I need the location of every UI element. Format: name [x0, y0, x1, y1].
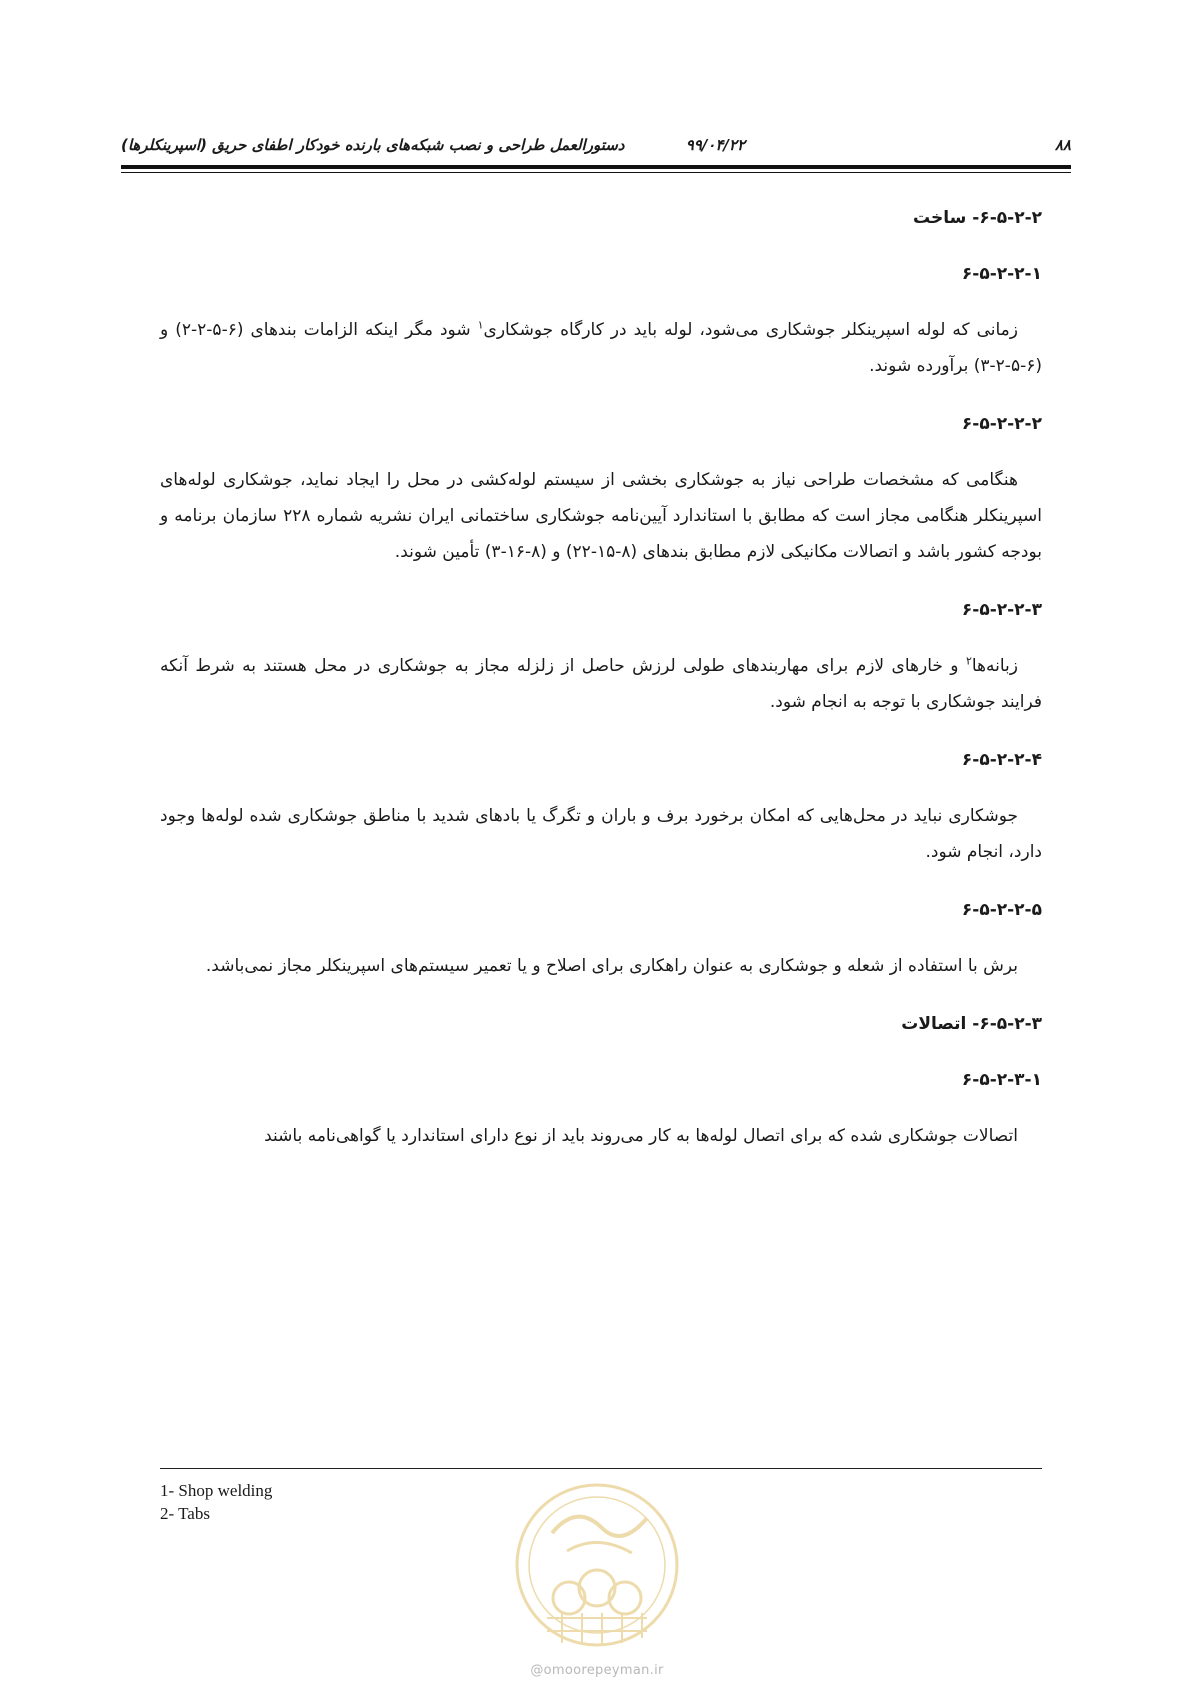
paragraph: جوشکاری نباید در محل‌هایی که امکان برخورد برف و باران و تگرگ یا بادهای شدید با مناطق جوشکاری شده لوله‌ها وجود دارد، انجام شود.: [160, 806, 1042, 862]
header-rule-thick: [121, 165, 1071, 169]
paragraph: [160, 312, 1042, 384]
footnote-ref: ۱: [477, 318, 484, 332]
page-number: ۸۸: [1054, 136, 1071, 154]
paragraph: [160, 648, 1042, 720]
header-date: ۹۹/۰۴/۲۲: [685, 136, 745, 154]
paragraph-text: شود مگر اینکه الزامات بندهای (۶-۵-۲-۲) و (۶-۵-۲-۳) برآورده شوند.: [160, 320, 1042, 376]
document-body: [160, 200, 1042, 1176]
section-heading: ۶-۵-۲-۲-۲: [961, 414, 1042, 434]
paragraph-text: زمانی که لوله اسپرینکلر جوشکاری می‌شود، لوله باید در کارگاه جوشکاری: [483, 320, 1018, 340]
paragraph: هنگامی که مشخصات طراحی نیاز به جوشکاری بخشی از سیستم لوله‌کشی در محل را ایجاد نماید، جوشکاری لوله‌های اسپرینکلر هنگامی مجاز است که مطابق با استاندارد آیین‌نامه جوشکاری ساختمانی ایران نشریه شماره ۲۲۸ سازمان برنامه و بودجه کشور باشد و اتصالات مکانیکی لازم مطابق بندهای (۸-۱۵-۲۲) و (۸-۱۶-۳) تأمین شوند.: [160, 470, 1042, 562]
section-heading: ۶-۵-۲-۲- ساخت: [913, 208, 1042, 228]
footnote-ref: ۲: [965, 654, 972, 668]
footnote: 2- Tabs: [160, 1504, 210, 1523]
page-header: [121, 132, 1071, 160]
footnote: 1- Shop welding: [160, 1481, 273, 1500]
watermark-seal-icon: [507, 1473, 687, 1658]
header-title: دستورالعمل طراحی و نصب شبکه‌های بارنده خودکار اطفای حریق (اسپرینکلرها): [121, 136, 625, 154]
section-heading: ۶-۵-۲-۲-۴: [961, 750, 1042, 770]
section-heading: ۶-۵-۲-۲-۱: [961, 264, 1042, 284]
section-heading: ۶-۵-۲-۲-۵: [961, 900, 1042, 920]
paragraph-text: و خارهای لازم برای مهاربندهای طولی لرزش حاصل از زلزله مجاز به جوشکاری در محل هستند به شرط آنکه فرایند جوشکاری با توجه به انجام شود.: [160, 656, 1042, 712]
paragraph-text: زبانه‌ها: [971, 656, 1018, 676]
paragraph: برش با استفاده از شعله و جوشکاری به عنوان راهکاری برای اصلاح و یا تعمیر سیستم‌های اسپرینکلر مجاز نمی‌باشد.: [205, 956, 1018, 976]
header-rule-thin: [121, 172, 1071, 173]
watermark-website: @omoorepeyman.ir: [530, 1663, 664, 1678]
watermark-logo: [507, 1473, 687, 1678]
section-heading: ۶-۵-۲-۲-۳: [961, 600, 1042, 620]
section-heading: ۶-۵-۲-۳-۱: [961, 1070, 1042, 1090]
section-heading: ۶-۵-۲-۳- اتصالات: [901, 1014, 1042, 1034]
footnote-rule: [160, 1468, 1042, 1469]
paragraph: اتصالات جوشکاری شده که برای اتصال لوله‌ها به کار می‌روند باید از نوع دارای استاندارد یا گواهی‌نامه باشند: [264, 1126, 1018, 1146]
